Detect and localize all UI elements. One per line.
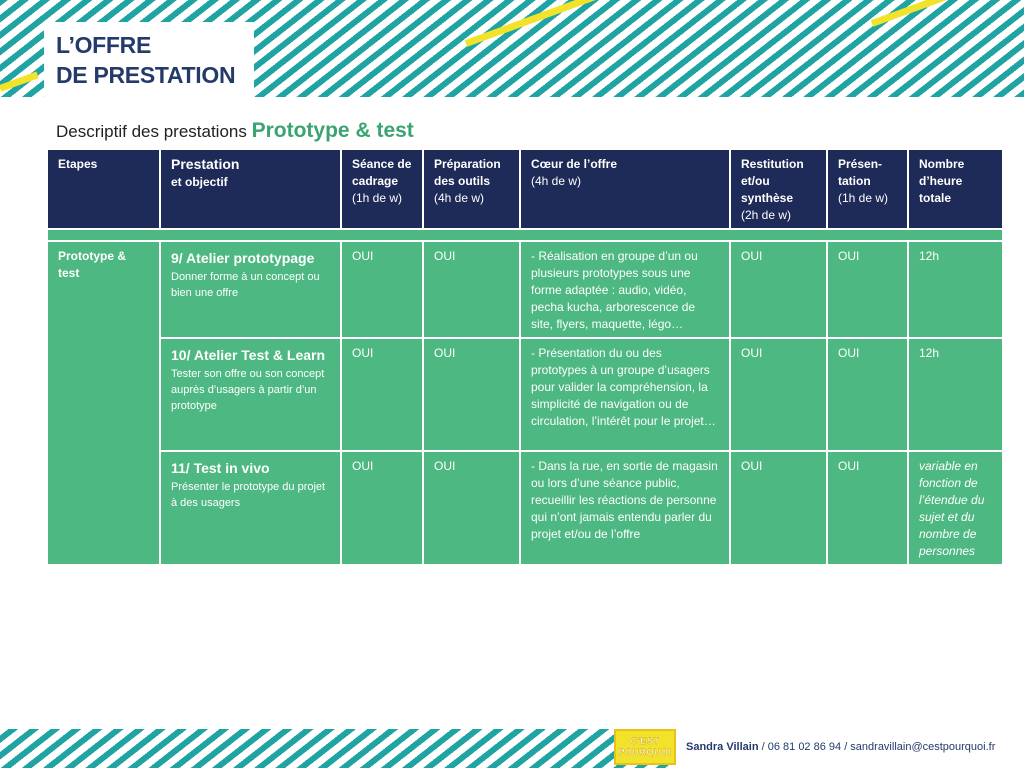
header-preparation: Préparation des outils (4h de w)	[424, 150, 521, 230]
subtitle-text: Descriptif des prestations	[56, 122, 247, 141]
prestation-desc: Donner forme à un concept ou bien une offre	[171, 271, 320, 299]
prestation-desc: Tester son offre ou son concept auprès d’usagers à partir d’un prototype	[171, 368, 325, 412]
offer-table	[48, 150, 1004, 566]
subtitle-accent: Prototype & test	[251, 119, 414, 142]
title-line-1: L’OFFRE	[56, 32, 152, 58]
footer-details: / 06 81 02 86 94 / sandravillain@cestpourquoi.fr	[758, 741, 996, 753]
header-seance: Séance de cadrage (1h de w)	[342, 150, 424, 230]
prestation-name: 9/ Atelier prototypage	[171, 250, 315, 266]
logo-line-1: C'EST	[630, 736, 660, 746]
coeur-cell: - Réalisation en groupe d’un ou plusieurs prototypes sous une forme adaptée : audio, vidéo, pecha kucha, arborescence de site, flyers, maquette, légo…	[521, 242, 731, 339]
total-cell: 12h	[909, 242, 1004, 339]
cest-pourquoi-logo	[614, 729, 676, 765]
header-separator	[48, 230, 1004, 242]
header-coeur: Cœur de l’offre (4h de w)	[521, 150, 731, 230]
seance-cell: OUI	[342, 452, 424, 566]
stage-cell: Prototype & test	[48, 242, 161, 566]
preparation-cell: OUI	[424, 452, 521, 566]
table-row	[48, 339, 1004, 452]
header-restitution: Restitution et/ou synthèse (2h de w)	[731, 150, 828, 230]
header-nombre: Nombre d’heure totale	[909, 150, 1004, 230]
presentation-cell: OUI	[828, 339, 909, 452]
footer-name: Sandra Villain	[686, 741, 759, 753]
seance-cell: OUI	[342, 339, 424, 452]
preparation-cell: OUI	[424, 339, 521, 452]
coeur-cell: - Dans la rue, en sortie de magasin ou lors d’une séance public, recueillir les réactions de personne qui n’ont jamais entendu parler du projet et/ou de l’offre	[521, 452, 731, 566]
preparation-cell: OUI	[424, 242, 521, 339]
prestation-name: 10/ Atelier Test & Learn	[171, 347, 326, 363]
footer-contact	[686, 741, 995, 753]
prestation-name: 11/ Test in vivo	[171, 460, 270, 476]
prestation-cell	[161, 339, 342, 452]
restitution-cell: OUI	[731, 242, 828, 339]
restitution-cell: OUI	[731, 339, 828, 452]
prestation-cell	[161, 242, 342, 339]
restitution-cell: OUI	[731, 452, 828, 566]
table-header-row	[48, 150, 1004, 230]
logo-line-2: POURQUOI	[618, 747, 672, 757]
title-line-2: DE PRESTATION	[56, 62, 236, 88]
header-presentation: Présen-tation (1h de w)	[828, 150, 909, 230]
section-subtitle	[56, 119, 414, 143]
total-cell: variable en fonction de l’étendue du sujet et du nombre de personnes	[909, 452, 1004, 566]
presentation-cell: OUI	[828, 452, 909, 566]
header-prestation: Prestation et objectif	[161, 150, 342, 230]
table-row	[48, 452, 1004, 566]
header-etapes: Etapes	[48, 150, 161, 230]
total-cell: 12h	[909, 339, 1004, 452]
page-title	[44, 22, 254, 97]
prestation-cell	[161, 452, 342, 566]
prestation-desc: Présenter le prototype du projet à des usagers	[171, 481, 326, 509]
seance-cell: OUI	[342, 242, 424, 339]
presentation-cell: OUI	[828, 242, 909, 339]
coeur-cell: - Présentation du ou des prototypes à un groupe d’usagers pour valider la compréhension, la simplicité de navigation ou de circulation, l’intérêt pour le projet…	[521, 339, 731, 452]
table-row	[48, 242, 1004, 339]
